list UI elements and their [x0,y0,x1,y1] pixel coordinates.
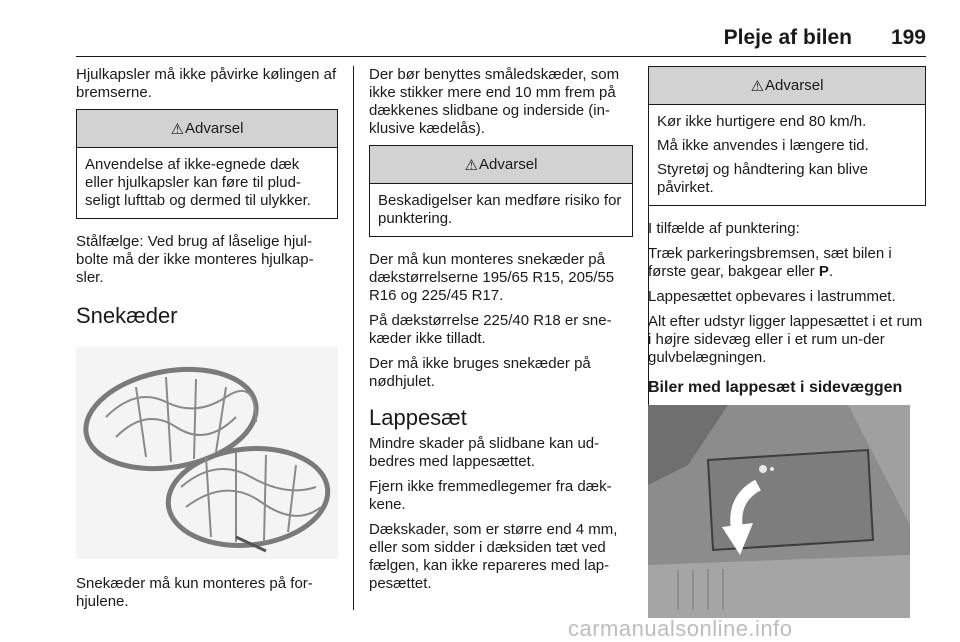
paragraph-text: . [828,263,834,280]
paragraph: Der må ikke bruges snekæder på nødhjulet. [369,355,591,390]
warning-title: Advarsel [765,77,824,94]
warning-header [649,67,925,105]
gear-p-symbol: P [818,263,829,280]
section-heading: Lappesæt [369,405,467,430]
section-title: Pleje af bilen [723,26,852,49]
column-left [76,66,338,618]
warning-text: Anvendelse af ikke-egnede dæk eller hjulkapsler kan føre til plud-seligt lufttab og dermed til ulykker. [85,156,311,209]
warning-text [649,105,925,205]
subheading: Biler med lappesæt i sidevæggen [648,379,903,396]
paragraph: Mindre skader på slidbane kan ud-bedres med lappesættet. [369,435,600,470]
column-right [648,66,926,618]
warning-box [369,145,633,237]
warning-title: Advarsel [185,120,244,137]
warning-header [77,110,337,148]
warning-triangle-icon: ⚠ [464,156,479,174]
snow-chains-illustration [76,347,338,559]
paragraph: Der bør benyttes småledskæder, som ikke stikker mere end 10 mm frem på dækkenes slidbane og inderside (in-klusive kædelås). [369,66,620,137]
trunk-sidewall-photo [648,405,910,618]
paragraph: Alt efter udstyr ligger lappesættet i et rum i højre sidevæg eller i et rum un-der gulvbelægningen. [648,313,923,366]
paragraph [648,245,926,281]
warning-line: Kør ikke hurtigere end 80 km/h. [657,113,867,130]
warning-text: Beskadigelser kan medføre risiko for punktering. [378,192,622,227]
warning-box [76,109,338,219]
warning-header [370,146,632,184]
paragraph-text: Træk parkeringsbremsen, sæt bilen i første gear, bakgear eller [648,245,892,280]
warning-line: Må ikke anvendes i længere tid. [657,137,869,154]
page-number: 199 [890,26,926,49]
paragraph: Stålfælge: Ved brug af låselige hjul-bolte må der ikke monteres hjulkap-sler. [76,233,314,286]
warning-triangle-icon: ⚠ [170,120,185,138]
header-divider [76,56,926,57]
paragraph: Lappesættet opbevares i lastrummet. [648,288,896,305]
image-caption: Snekæder må kun monteres på for-hjulene. [76,575,313,610]
column-divider [353,66,354,610]
paragraph: Dækskader, som er større end 4 mm, eller som sidder i dæksiden tæt ved fælgen, kan ikke repareres med lap-pesættet. [369,521,618,592]
section-heading: Snekæder [76,303,178,328]
warning-line: Styretøj og håndtering kan blive påvirket. [657,161,868,196]
paragraph: Der må kun monteres snekæder på dækstørrelserne 195/65 R15, 205/55 R16 og 225/45 R17. [369,251,615,304]
column-middle [369,66,633,600]
warning-triangle-icon: ⚠ [750,77,765,95]
paragraph: I tilfælde af punktering: [648,220,800,237]
warning-box [648,66,926,206]
paragraph: Hjulkapsler må ikke påvirke kølingen af bremserne. [76,66,337,101]
watermark: carmanualsonline.info [568,616,793,641]
paragraph: På dækstørrelse 225/40 R18 er sne-kæder ikke tilladt. [369,312,612,347]
page-header [76,26,926,52]
paragraph: Fjern ikke fremmedlegemer fra dæk-kene. [369,478,612,513]
warning-title: Advarsel [479,156,538,173]
